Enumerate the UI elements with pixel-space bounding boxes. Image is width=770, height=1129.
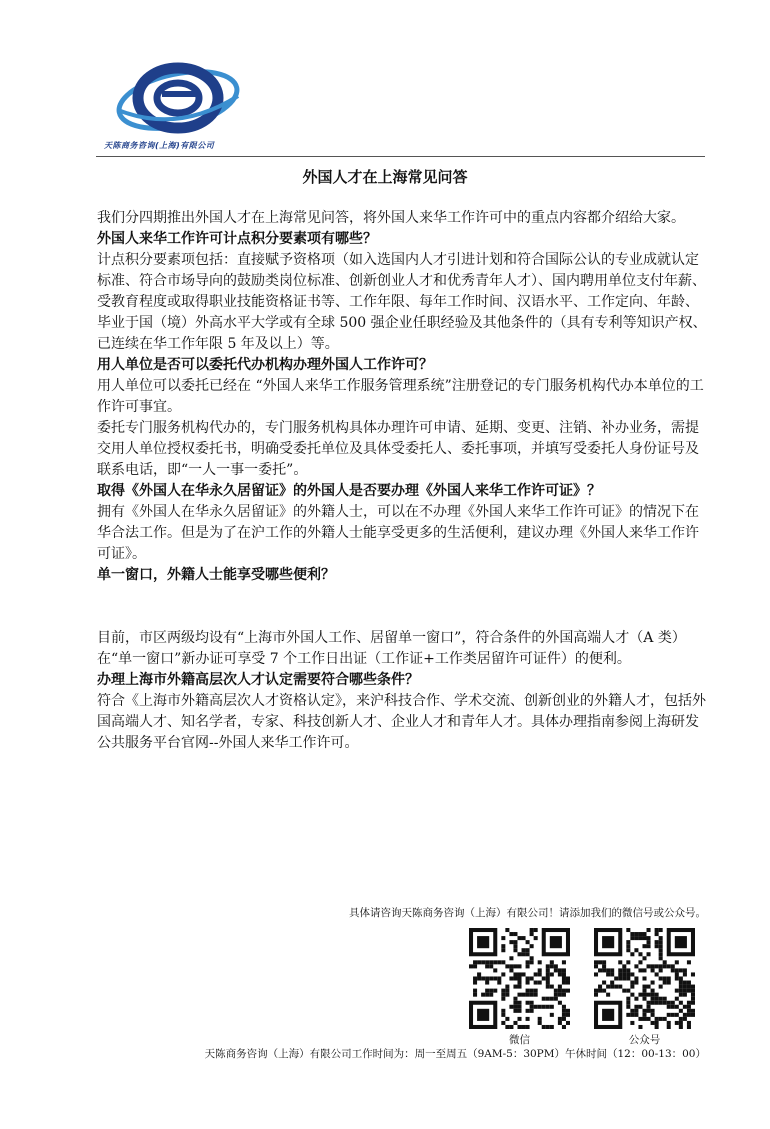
answer-4: 目前，市区两级均设有“上海市外国人工作、居留单一窗口”，符合条件的外国高端人才（A 类）在“单一窗口”新办证可享受 7 个工作日出证（工作证+工作类居留许可证件）的便利。 (97, 630, 686, 667)
answer-2-part-1: 用人单位可以委托已经在 “外国人来华工作服务管理系统”注册登记的专门服务机构代办本单位的工作许可事宜。 (97, 378, 704, 415)
official-account-label: 公众号 (628, 1034, 661, 1046)
intro-paragraph: 我们分四期推出外国人才在上海常见问答，将外国人来华工作许可中的重点内容都介绍给大家。 (97, 210, 685, 226)
company-logo (104, 60, 254, 152)
question-5: 办理上海市外籍高层次人才认定需要符合哪些条件？ (97, 672, 419, 688)
wechat-qr-code (469, 928, 570, 1029)
question-4: 单一窗口，外籍人士能享受哪些便利？ (97, 567, 335, 583)
question-1: 外国人来华工作许可计点积分要素项有哪些？ (97, 231, 377, 247)
qr-code-icon (594, 928, 695, 1029)
page-title: 外国人才在上海常见问答 (302, 168, 468, 186)
wechat-label: 微信 (509, 1034, 530, 1046)
answer-5: 符合《上海市外籍高层次人才资格认定》，来沪科技合作、学术交流、创新创业的外籍人才，包括外国高端人才、知名学者，专家、科技创新人才、企业人才和青年人才。具体办理指南参阅上海研发公共服务平台官网--外国人来华工作许可。 (97, 693, 706, 751)
footer-hours: 天陈商务咨询（上海）有限公司工作时间为：周一至周五（9AM-5：30PM）午休时间（12：00-13：00） (204, 1048, 706, 1060)
question-2: 用人单位是否可以委托代办机构办理外国人工作许可？ (97, 357, 433, 373)
document-body (97, 208, 707, 754)
answer-3: 拥有《外国人在华永久居留证》的外籍人士，可以在不办理《外国人来华工作许可证》的情况下在华合法工作。但是为了在沪工作的外籍人士能享受更多的生活便利，建议办理《外国人来华工作许可证》。 (97, 504, 699, 562)
question-3: 取得《外国人在华永久居留证》的外国人是否要办理《外国人来华工作许可证》？ (97, 483, 601, 499)
answer-1: 计点积分要素项包括：直接赋予资格项（如入选国内人才引进计划和符合国际公认的专业成就认定标准、符合市场导向的鼓励类岗位标准、创新创业人才和优秀青年人才）、国内聘用单位支付年薪、受教育程度或取得职业技能资格证书等、工作年限、每年工作时间、汉语水平、工作定向、年龄、毕业于国（境）外高水平大学或有全球 500 强企业任职经验及其他条件的（具有专利等知识产权、已连续在华工作年限 5 年及以上）等。 (97, 252, 707, 352)
company-logo-text: 天陈商务咨询(上海)有限公司 (104, 141, 215, 150)
contact-note: 具体请咨询天陈商务咨询（上海）有限公司！请添加我们的微信号或公众号。 (349, 907, 706, 919)
official-account-qr-code (594, 928, 695, 1029)
header-divider (96, 156, 705, 157)
blank-gap (97, 586, 707, 628)
qr-code-icon (469, 928, 570, 1029)
company-logo-icon (112, 60, 242, 138)
answer-2-part-2: 委托专门服务机构代办的，专门服务机构具体办理许可申请、延期、变更、注销、补办业务，需提交用人单位授权委托书，明确受委托单位及具体受委托人、委托事项，并填写受委托人身份证号及联系电话，即“一人一事一委托”。 (97, 420, 699, 478)
